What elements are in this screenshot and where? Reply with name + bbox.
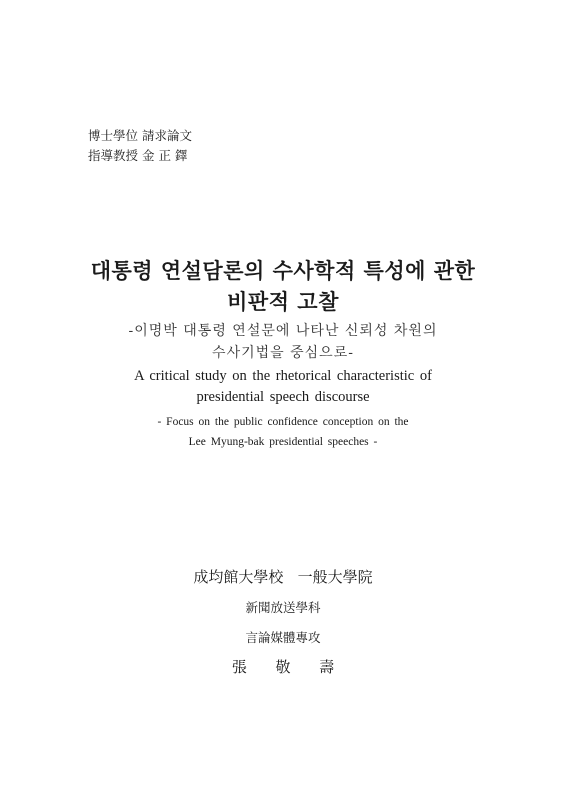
title-english-line2: presidential speech discourse (196, 389, 370, 405)
advisor: 指導教授 金 正 鐸 (88, 148, 188, 163)
thesis-type: 博士學位 請求論文 (88, 128, 192, 143)
subtitle-korean-line1: -이명박 대통령 연설문에 나타난 신뢰성 차원의 (128, 323, 438, 339)
subtitle-korean-line2: 수사기법을 중심으로- (212, 345, 354, 361)
thesis-title-block (0, 256, 566, 452)
title-korean-line1: 대통령 연설담론의 수사학적 특성에 관한 (90, 259, 476, 283)
title-korean-line2: 비판적 고찰 (227, 290, 339, 314)
title-english-line1: A critical study on the rhetorical characteristic of (134, 368, 432, 384)
subtitle-english-line1: - Focus on the public confidence conception on the (157, 416, 409, 428)
author-name: 張 敬 壽 (231, 658, 335, 676)
subtitle-english-line2: Lee Myung-bak presidential speeches - (188, 436, 378, 448)
department-name: 新聞放送學科 (245, 600, 321, 615)
university-name: 成均館大學校 一般大學院 (193, 568, 373, 586)
degree-info (88, 126, 192, 166)
institution-block (0, 566, 566, 678)
major-name: 言論媒體專攻 (245, 630, 321, 645)
